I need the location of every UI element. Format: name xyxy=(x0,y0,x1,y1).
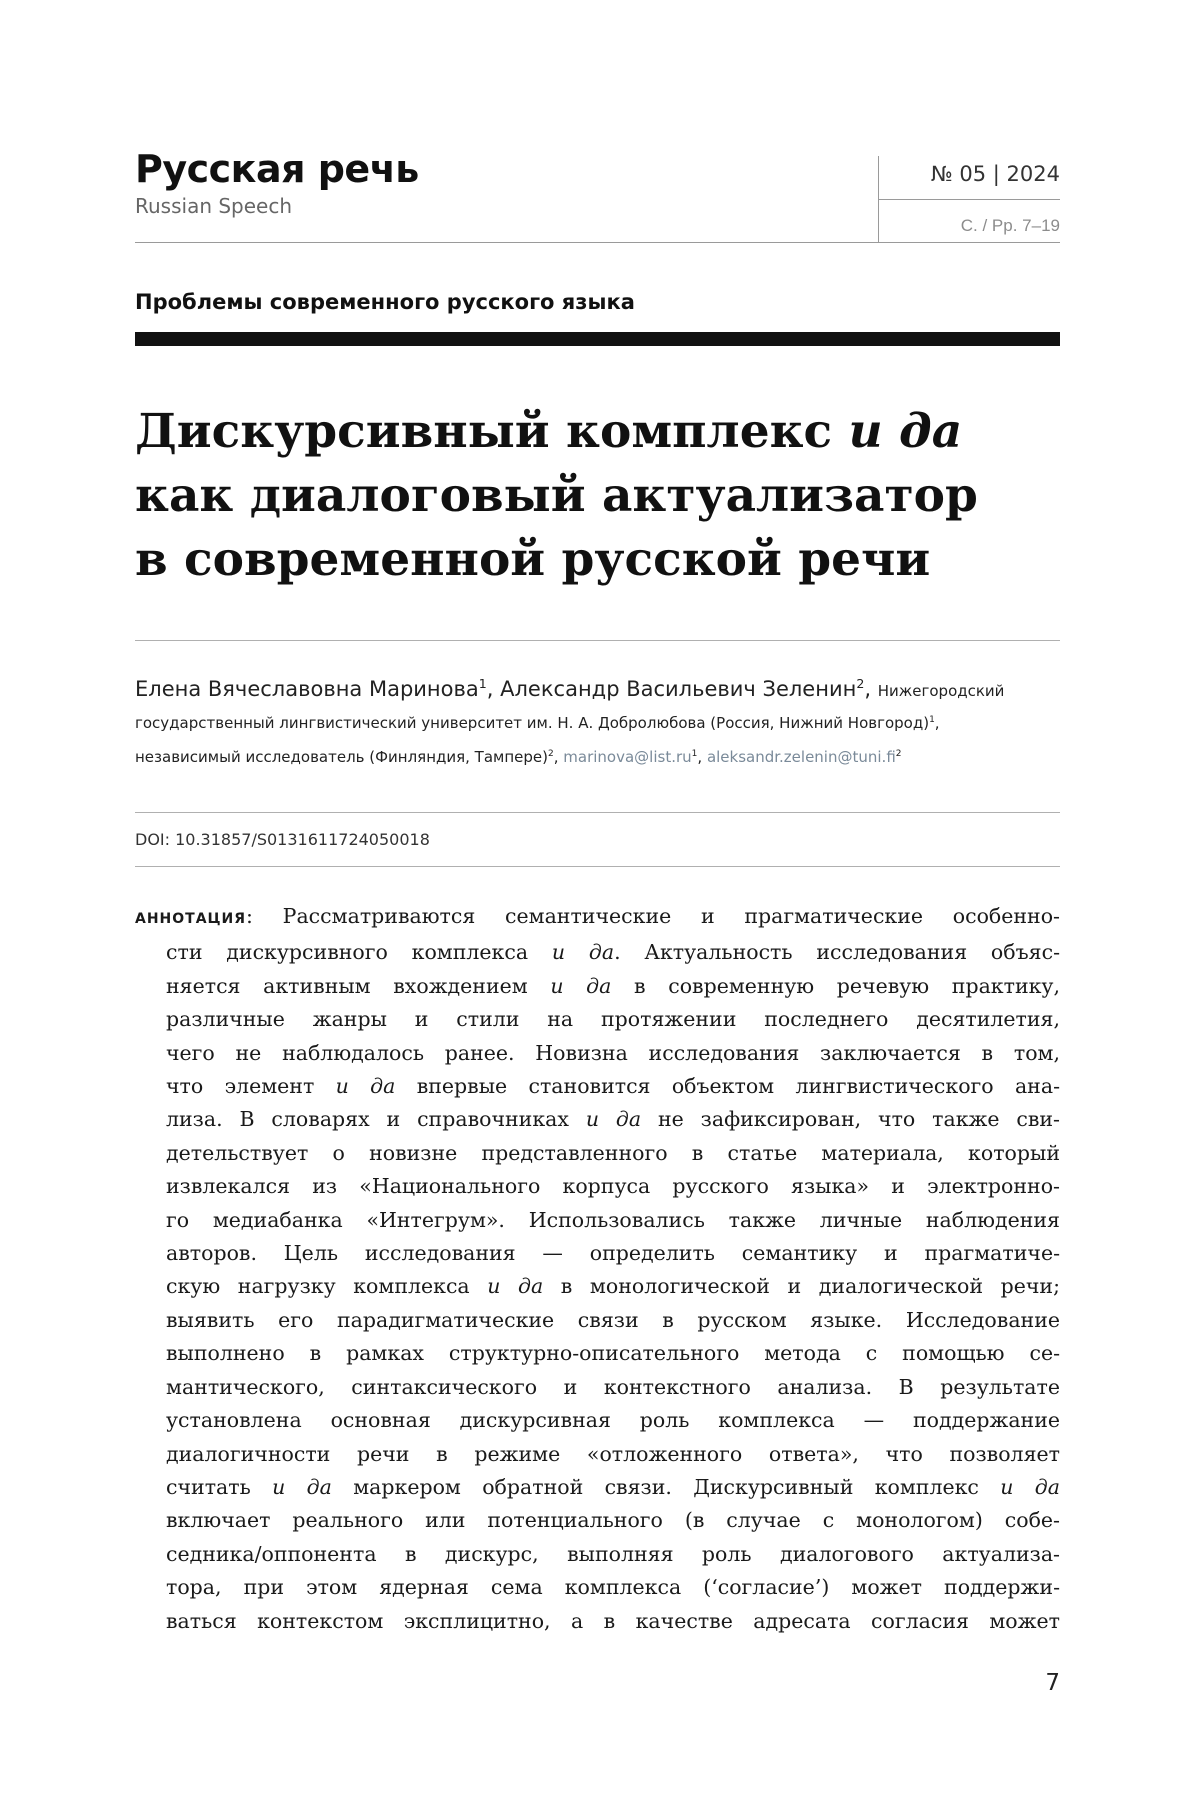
author-1: Елена Вячеславовна Маринова xyxy=(135,677,479,701)
abstract-line: выявить его парадигматические связи в русском языке. Исследование xyxy=(166,1307,1060,1332)
abstract-line: тора, при этом ядерная сема комплекса (‘согласие’) может поддержи- xyxy=(166,1575,1060,1600)
abstract-line: скую нагрузку комплекса и да в монологической и диалогической речи; xyxy=(166,1274,1060,1299)
doi-rule xyxy=(135,866,1060,867)
abstract-line: что элемент и да впервые становится объектом лингвистического ана- xyxy=(166,1074,1060,1099)
title-line-3: в современной русской речи xyxy=(135,532,931,587)
title-italic-term: и да xyxy=(848,404,963,459)
issue-number: № 05 | 2024 xyxy=(930,162,1060,186)
title-line-2: как диалоговый актуализатор xyxy=(135,468,978,523)
journal-subtitle: Russian Speech xyxy=(135,194,293,218)
affiliation-start: Нижегородский xyxy=(877,682,1005,700)
abstract xyxy=(135,900,1060,1638)
abstract-line: детельствует о новизне представленного в статье материала, который xyxy=(166,1140,1060,1165)
email-1[interactable]: marinova@list.ru xyxy=(563,748,692,766)
author-1-sup: 1 xyxy=(478,676,487,691)
email-1-sup: 1 xyxy=(691,749,698,759)
journal-title: Русская речь xyxy=(135,147,419,191)
title-text: Дискурсивный комплекс xyxy=(135,404,849,459)
affiliation-1-sup: 1 xyxy=(929,715,935,725)
authors-block xyxy=(135,674,1060,774)
affiliation-1: государственный лингвистический университет им. Н. А. Добролюбова (Россия, Нижний Новгород) xyxy=(135,714,930,732)
title-line-1 xyxy=(135,400,1065,464)
email-2-sup: 2 xyxy=(895,749,902,759)
author-sep: , xyxy=(486,677,501,701)
authors-line-2: государственный лингвистический университет им. Н. А. Добролюбова (Россия, Нижний Новгород)$^1$, xyxy=(135,714,940,732)
affiliation-2: независимый исследователь (Финляндия, Тампере) xyxy=(135,748,548,766)
abstract-line: считать и да маркером обратной связи. Дискурсивный комплекс и да xyxy=(166,1474,1061,1499)
authors-line-1: Елена Вячеславовна Маринова$^1$, Александр Васильевич Зеленин$^2$, Нижегородский xyxy=(135,676,1005,701)
email-2[interactable]: aleksandr.zelenin@tuni.fi xyxy=(706,748,896,766)
abstract-line: чего не наблюдалось ранее. Новизна исследования заключается в том, xyxy=(166,1040,1060,1065)
abstract-line: сти дискурсивного комплекса и да. Актуальность исследования объяс- xyxy=(166,940,1061,965)
abstract-line: включает реального или потенциального (в случае с монологом) собе- xyxy=(166,1508,1060,1533)
abstract-line: выполнено в рамках структурно-описательного метода с помощью се- xyxy=(166,1341,1060,1366)
abstract-line: АННОТАЦИЯ: Рассматриваются семантические и прагматические особенно- xyxy=(135,904,1060,928)
abstract-line: авторов. Цель исследования — определить семантику и прагматиче- xyxy=(166,1241,1060,1266)
section-label: Проблемы современного русского языка xyxy=(135,290,635,314)
section-rule xyxy=(135,332,1060,346)
title-rule xyxy=(135,640,1060,641)
author-2: Александр Васильевич Зеленин xyxy=(500,677,857,701)
abstract-keyword: АННОТАЦИЯ xyxy=(135,911,247,927)
abstract-line: няется активным вхождением и да в современную речевую практику, xyxy=(166,973,1061,998)
abstract-line: различные жанры и стили на протяжении последнего десятилетия, xyxy=(166,1007,1060,1032)
authors-rule xyxy=(135,812,1060,813)
abstract-line: седника/оппонента в дискурс, выполняя роль диалогового актуализа- xyxy=(166,1541,1060,1566)
article-title xyxy=(135,400,1065,592)
abstract-line: го медиабанка «Интегрум». Использовались также личные наблюдения xyxy=(166,1207,1060,1232)
abstract-line: установлена основная дискурсивная роль комплекса — поддержание xyxy=(166,1408,1060,1433)
abstract-line: мантического, синтаксического и контекстного анализа. В результате xyxy=(166,1374,1060,1399)
page-range: С. / Pp. 7–19 xyxy=(960,216,1060,235)
header-divider-horizontal xyxy=(878,199,1060,200)
doi[interactable]: DOI: 10.31857/S0131611724050018 xyxy=(135,830,430,849)
page-number: 7 xyxy=(1045,1670,1060,1696)
abstract-line: диалогичности речи в режиме «отложенного ответа», что позволяет xyxy=(166,1441,1060,1466)
abstract-line: ваться контекстом эксплицитно, а в качестве адресата согласия может xyxy=(166,1608,1060,1633)
abstract-line: лиза. В словарях и справочниках и да не зафиксирован, что также сви- xyxy=(166,1107,1060,1132)
author-2-sup: 2 xyxy=(856,676,865,691)
abstract-line: извлекался из «Национального корпуса русского языка» и электронно- xyxy=(166,1174,1060,1199)
header-rule xyxy=(135,242,1060,243)
authors-line-3: независимый исследователь (Финляндия, Тампере)$^2$, $marinova@list.ru^1$, $aleksandr.zelenin@tuni.fi^2$ xyxy=(135,748,902,766)
affiliation-2-sup: 2 xyxy=(548,749,554,759)
